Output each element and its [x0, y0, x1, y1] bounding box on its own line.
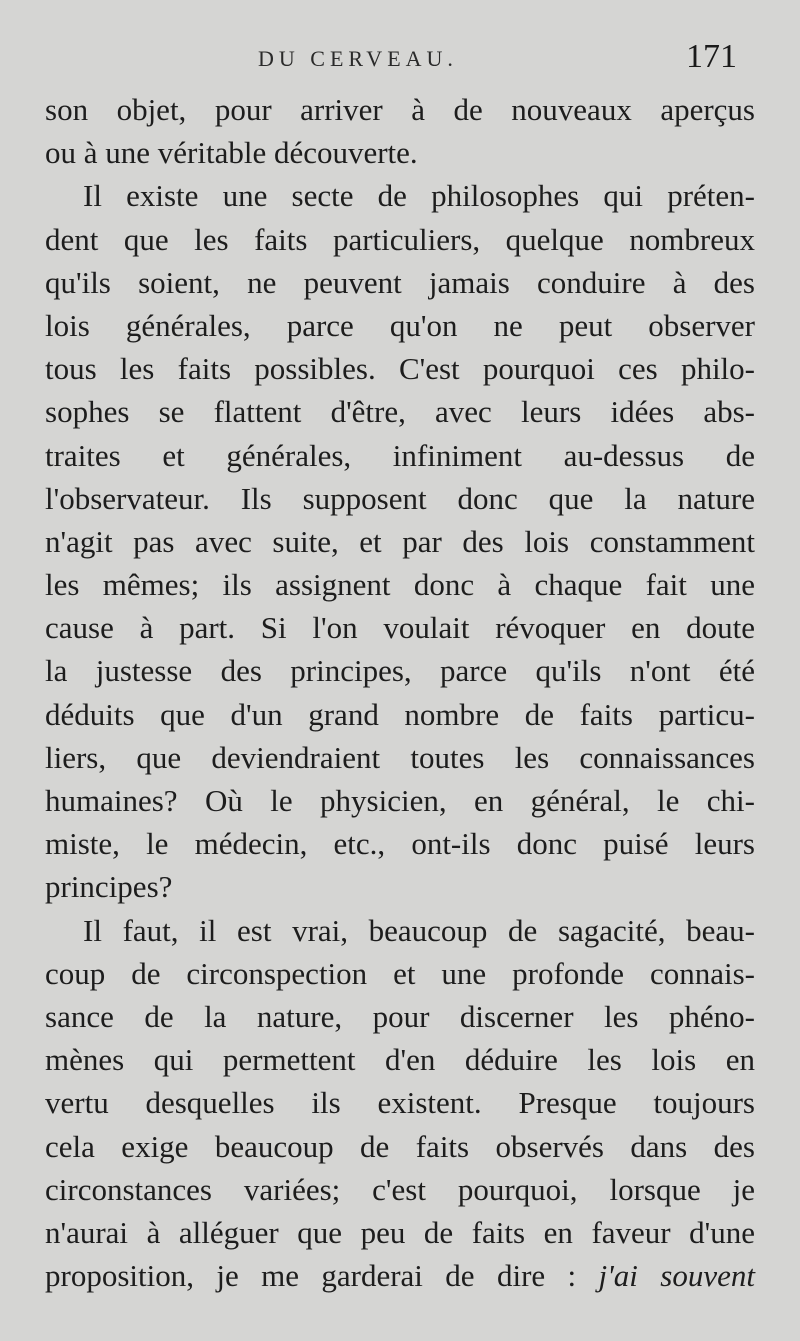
text-line: principes? [45, 869, 173, 905]
text-line: les mêmes; ils assignent donc à chaque fait une [45, 567, 755, 603]
text-line: qu'ils soient, ne peuvent jamais conduire à des [45, 264, 755, 300]
text-line: lois générales, parce qu'on ne peut observer [45, 307, 755, 343]
text-line: sophes se flattent d'être, avec leurs idées abs- [45, 394, 755, 430]
body-text [45, 88, 755, 1297]
text-line: sance de la nature, pour discerner les phéno- [45, 998, 755, 1034]
text-line: l'observateur. Ils supposent donc que la nature [45, 480, 755, 516]
text-line: la justesse des principes, parce qu'ils n'ont été [45, 653, 755, 689]
text-line: circonstances variées; c'est pourquoi, lorsque je [45, 1171, 755, 1207]
text-line: déduits que d'un grand nombre de faits particu- [45, 696, 755, 732]
text-line: humaines? Où le physicien, en général, le chi- [45, 783, 755, 818]
text-line: cause à part. Si l'on voulait révoquer en doute [45, 610, 755, 646]
final-line-roman: proposition, je me garderai de dire : [45, 1258, 599, 1294]
text-line: ou à une véritable découverte. [45, 135, 418, 171]
text-line-final [45, 1254, 755, 1297]
page-number: 171 [686, 38, 737, 75]
text-line: traites et générales, infiniment au-dessus de [45, 437, 755, 473]
text-line: n'aurai à alléguer que peu de faits en faveur d'une [45, 1214, 755, 1250]
text-line: liers, que deviendraient toutes les connaissances [45, 739, 755, 775]
text-line: miste, le médecin, etc., ont-ils donc puisé leurs [45, 826, 755, 862]
paragraph-3 [45, 909, 755, 1298]
text-line: dent que les faits particuliers, quelque nombreux [45, 221, 755, 257]
text-line: Il existe une secte de philosophes qui préten- [83, 178, 755, 214]
page-header [0, 38, 800, 78]
running-title: DU CERVEAU. [258, 46, 458, 71]
text-line: son objet, pour arriver à de nouveaux aperçus [45, 92, 755, 127]
text-line: cela exige beaucoup de faits observés dans des [45, 1128, 755, 1164]
final-line-italic: j'ai souvent [598, 1258, 755, 1294]
text-line: Il faut, il est vrai, beaucoup de sagacité, beau- [83, 912, 755, 948]
text-line: tous les faits possibles. C'est pourquoi ces philo- [45, 351, 755, 387]
paragraph-1 [45, 88, 755, 174]
text-line: n'agit pas avec suite, et par des lois constamment [45, 523, 755, 559]
paragraph-2 [45, 174, 755, 908]
text-line: coup de circonspection et une profonde connais- [45, 955, 755, 991]
text-line: mènes qui permettent d'en déduire les lois en [45, 1042, 755, 1078]
text-line: vertu desquelles ils existent. Presque toujours [45, 1085, 755, 1121]
